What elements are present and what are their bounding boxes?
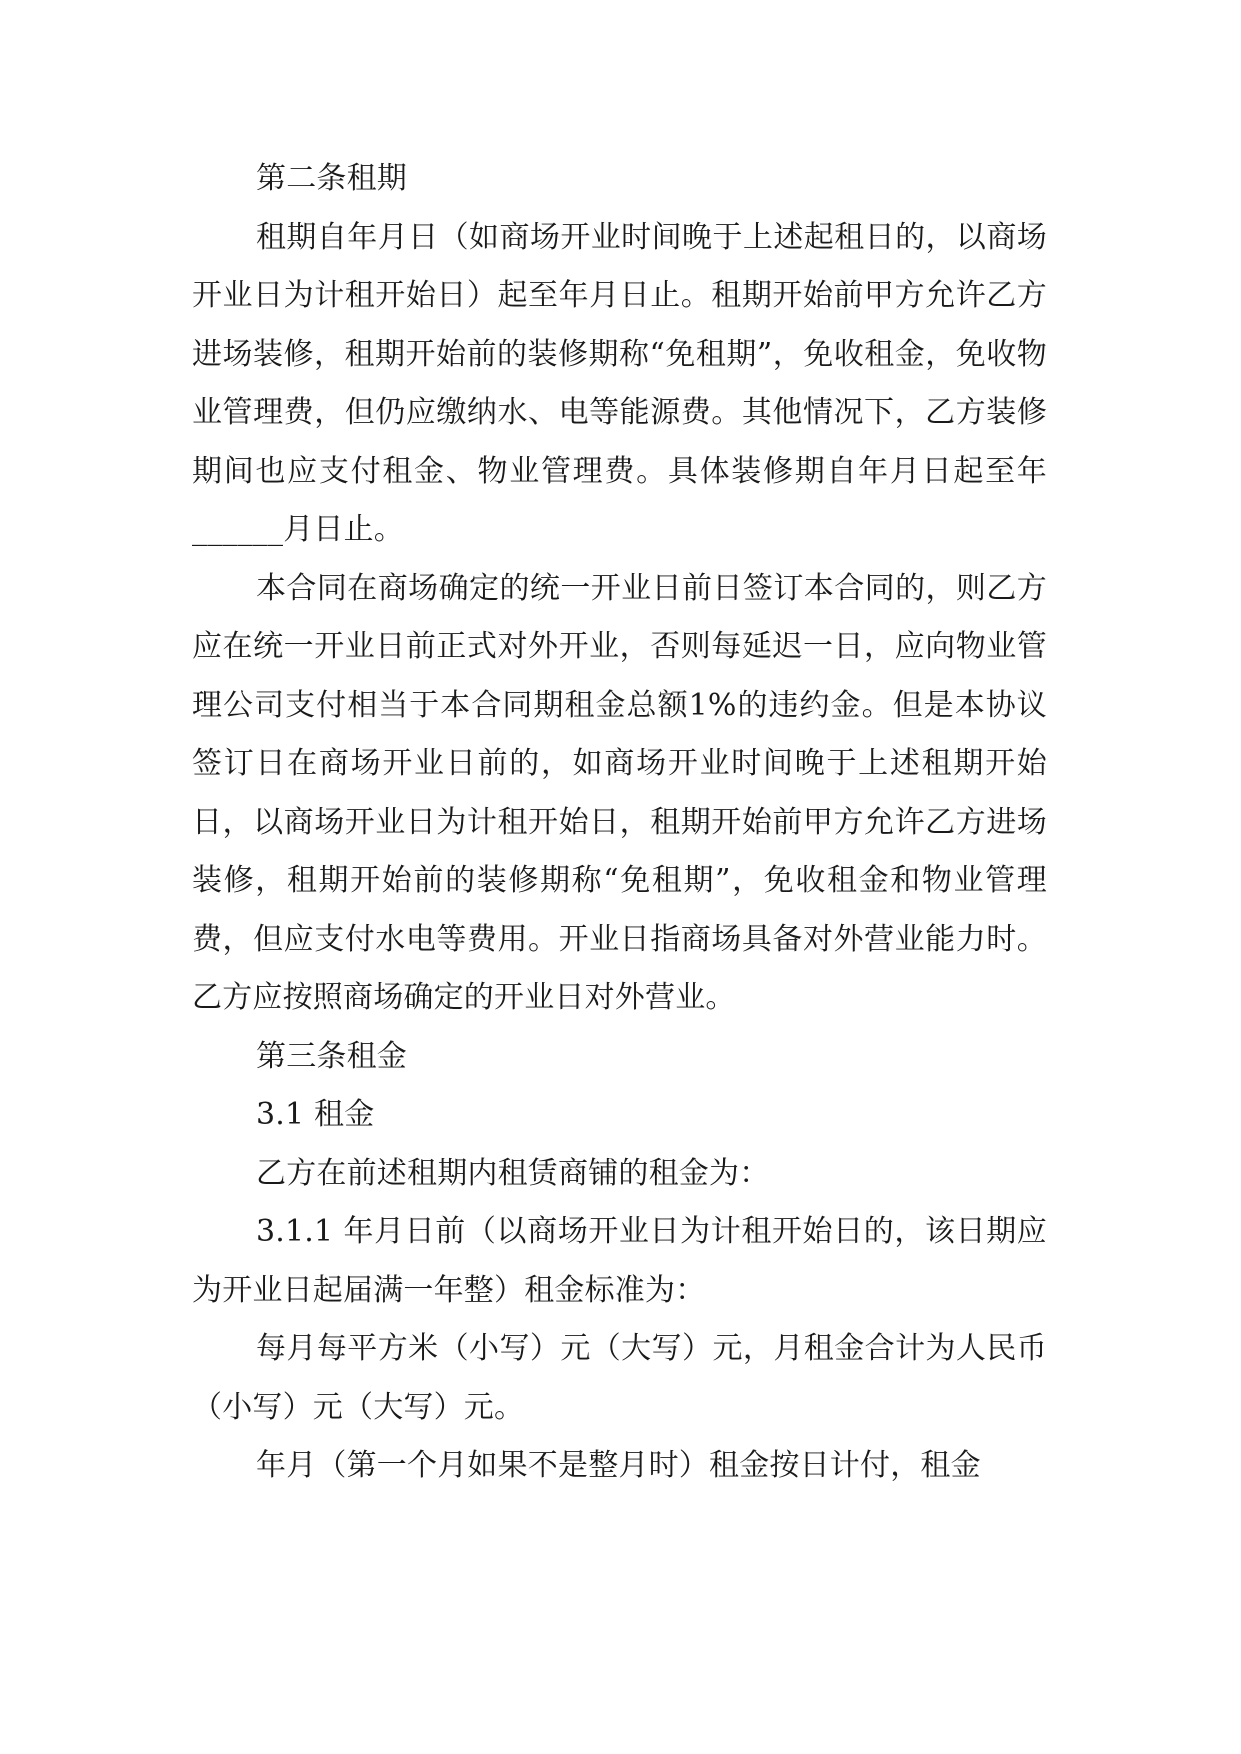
paragraph-rent-daily: 年月（第一个月如果不是整月时）租金按日计付，租金 xyxy=(256,1448,981,1483)
section-heading-lease-term: 第二条租期 xyxy=(256,161,407,196)
paragraph-opening-obligation: 本合同在商场确定的统一开业日前日签订本合同的，则乙方应在统一开业日前正式对外开业，否则每延迟一日，应向物业管理公司支付相当于本合同期租金总额1%的违约金。但是本协议签订日在商场开业日前的，如商场开业时间晚于上述租期开始日，以商场开业日为计租开始日，租期开始前甲方允许乙方进场装修，租期开始前的装修期称“免租期”，免收租金和物业管理费，但应支付水电等费用。开业日指商场具备对外营业能力时。乙方应按照商场确定的开业日对外营业。 xyxy=(192,570,1047,1015)
paragraph-rent-3-1-1: 3.1.1 年月日前（以商场开业日为计租开始日的，该日期应为开业日起届满一年整）租金标准为： xyxy=(192,1214,1047,1308)
paragraph-rent-intro: 乙方在前述租期内租赁商铺的租金为： xyxy=(256,1155,770,1191)
paragraph-rent-rate: 每月每平方米（小写）元（大写）元，月租金合计为人民币（小写）元（大写）元。 xyxy=(192,1331,1047,1425)
paragraph-lease-term: 租期自年月日（如商场开业时间晚于上述起租日的，以商场开业日为计租开始日）起至年月日止。租期开始前甲方允许乙方进场装修，租期开始前的装修期称“免租期”，免收租金，免收物业管理费，但仍应缴纳水、电等能源费。其他情况下，乙方装修期间也应支付租金、物业管理费。具体装修期自年月日起至年______月日止。 xyxy=(192,219,1047,547)
subsection-heading-rent: 3.1 租金 xyxy=(256,1097,375,1132)
section-heading-rent: 第三条租金 xyxy=(256,1038,407,1074)
document-body xyxy=(192,150,1047,1496)
